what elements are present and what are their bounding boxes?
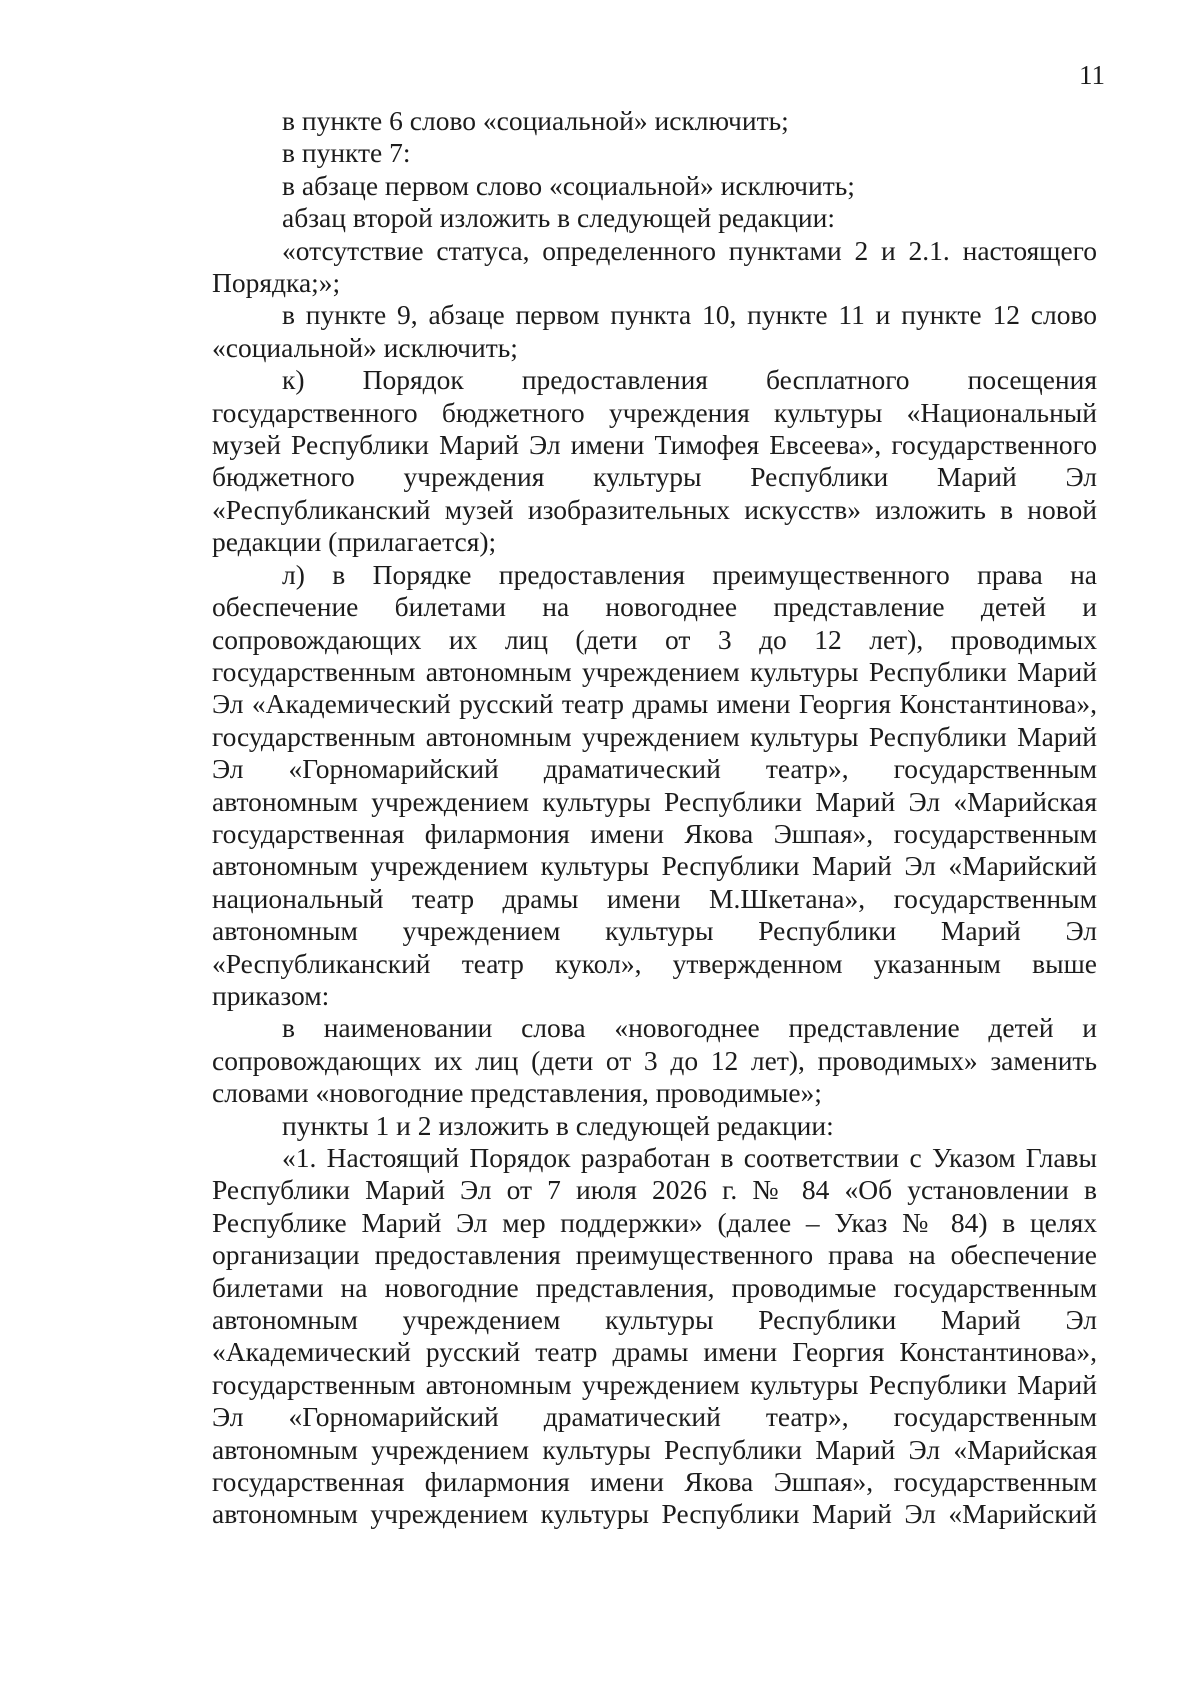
paragraph-subitem-k: к) Порядок предоставления бесплатного посещения государственного бюджетного учреждения культуры «Национальный музей Республики Марий Эл имени Тимофея Евсеева», государственного бюджетного учреждения культуры Республики Марий Эл «Республиканский музей изобразительных искусств» изложить в новой редакции (прилагается); bbox=[212, 364, 1097, 558]
paragraph-items-9-12-amendment: в пункте 9, абзаце первом пункта 10, пункте 11 и пункте 12 слово «социальной» исключить; bbox=[212, 299, 1097, 363]
paragraph-item-7-heading: в пункте 7: bbox=[282, 137, 411, 169]
paragraph-subitem-l: л) в Порядке предоставления преимущественного права на обеспечение билетами на новогоднее представление детей и сопровождающих их лиц (дети от 3 до 12 лет), проводимых государственным автономным учреждением культуры Республики Марий Эл «Академический русский театр драмы имени Георгия Константинова», государственным автономным учреждением культуры Республики Марий Эл «Горномарийский драматический театр», государственным автономным учреждением культуры Республики Марий Эл «Марийская государственная филармония имени Якова Эшпая», государственным автономным учреждением культуры Республики Марий Эл «Марийский национальный театр драмы имени М.Шкетана», государственным автономным учреждением культуры Республики Марий Эл «Республиканский театр кукол», утвержденном указанным выше приказом: bbox=[212, 558, 1097, 1011]
paragraph-item-6-amendment: в пункте 6 слово «социальной» исключить; bbox=[282, 105, 789, 136]
paragraph-items-1-2-heading: пункты 1 и 2 изложить в следующей редакции: bbox=[282, 1109, 834, 1141]
paragraph-item-7-second-abzac: абзац второй изложить в следующей редакции: bbox=[282, 202, 836, 234]
paragraph-new-item-1: «1. Настоящий Порядок разработан в соответствии с Указом Главы Республики Марий Эл от 7 июля 2026 г. № 84 «Об установлении в Республике Марий Эл мер поддержки» (далее – Указ № 84) в целях организации предоставления преимущественного права на обеспечение билетами на новогодние представления, проводимые государственным автономным учреждением культуры Республики Марий Эл «Академический русский театр драмы имени Георгия Константинова», государственным автономным учреждением культуры Республики Марий Эл «Горномарийский драматический театр», государственным автономным учреждением культуры Республики Марий Эл «Марийская государственная филармония имени Якова Эшпая», государственным автономным учреждением культуры Республики Марий Эл «Марийский bbox=[212, 1142, 1097, 1530]
document-body bbox=[212, 105, 1097, 1531]
paragraph-item-7-first-abzac: в абзаце первом слово «социальной» исключить; bbox=[282, 169, 855, 201]
paragraph-title-replacement: в наименовании слова «новогоднее представление детей и сопровождающих их лиц (дети от 3 до 12 лет), проводимых» заменить словами «новогодние представления, проводимые»; bbox=[212, 1012, 1097, 1109]
page-number: 11 bbox=[1079, 60, 1105, 90]
paragraph-new-wording-quote: «отсутствие статуса, определенного пунктами 2 и 2.1. настоящего Порядка;»; bbox=[212, 234, 1097, 299]
